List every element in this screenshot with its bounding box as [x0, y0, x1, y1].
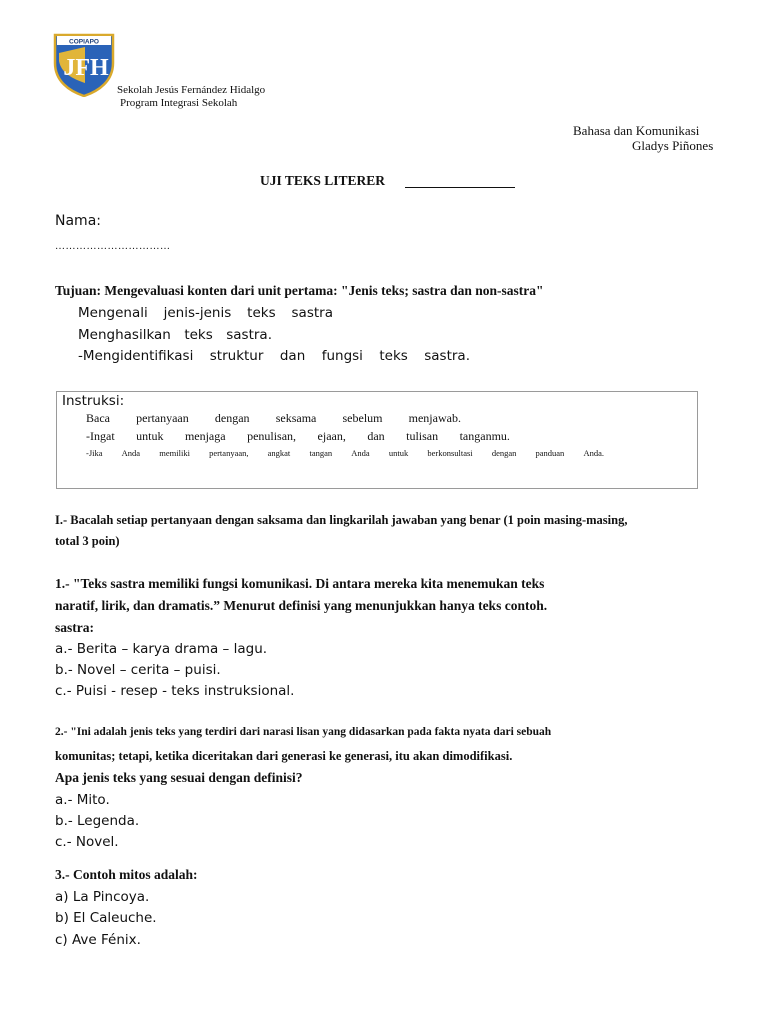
objective-item: Mengenali jenis-jenis teks sastra	[78, 305, 333, 321]
question-1-option-c[interactable]: c.- Puisi - resep - teks instruksional.	[55, 683, 295, 699]
question-3-option-c[interactable]: c) Ave Fénix.	[55, 932, 141, 948]
section-instruction: I.- Bacalah setiap pertanyaan dengan saksama dan lingkarilah jawaban yang benar (1 poin masing-masing,	[55, 513, 628, 527]
subject-name: Bahasa dan Komunikasi	[573, 123, 700, 138]
page-title: UJI TEKS LITERER	[260, 173, 386, 188]
question-3-option-a[interactable]: a) La Pincoya.	[55, 889, 150, 905]
objective-item: Menghasilkan teks sastra.	[78, 327, 272, 343]
teacher-name: Gladys Piñones	[632, 138, 714, 153]
title-underline	[405, 187, 515, 188]
name-field-dots[interactable]: ……………………………	[55, 241, 171, 252]
question-2-option-b[interactable]: b.- Legenda.	[55, 813, 140, 829]
question-3-text: 3.- Contoh mitos adalah:	[55, 867, 198, 882]
logo-text: COPIAPO	[69, 38, 99, 46]
section-instruction: total 3 poin)	[55, 534, 120, 548]
question-3-option-b[interactable]: b) El Caleuche.	[55, 910, 157, 926]
name-label: Nama:	[55, 213, 101, 229]
instruction-line: Baca pertanyaan dengan seksama sebelum menjawab.	[86, 411, 461, 425]
question-1-text: sastra:	[55, 620, 94, 635]
program-name: Program Integrasi Sekolah	[120, 97, 238, 109]
instruction-line: -Ingat untuk menjaga penulisan, ejaan, dan tulisan tanganmu.	[86, 429, 510, 443]
instructions-heading: Instruksi:	[62, 393, 125, 409]
objective-item: -Mengidentifikasi struktur dan fungsi teks sastra.	[78, 348, 470, 364]
question-2-option-c[interactable]: c.- Novel.	[55, 834, 119, 850]
question-2-text: komunitas; tetapi, ketika diceritakan dari generasi ke generasi, itu akan dimodifikasi.	[55, 749, 513, 763]
school-name: Sekolah Jesús Fernández Hidalgo	[117, 84, 266, 96]
question-2-text: Apa jenis teks yang sesuai dengan definisi?	[55, 770, 303, 785]
question-1-option-a[interactable]: a.- Berita – karya drama – lagu.	[55, 641, 268, 657]
question-1-text: naratif, lirik, dan dramatis.” Menurut definisi yang menunjukkan hanya teks contoh.	[55, 598, 548, 613]
question-1-text: 1.- "Teks sastra memiliki fungsi komunikasi. Di antara mereka kita menemukan teks	[55, 576, 545, 591]
objective-heading: Tujuan: Mengevaluasi konten dari unit pertama: "Jenis teks; sastra dan non-sastra"	[55, 283, 544, 298]
question-2-option-a[interactable]: a.- Mito.	[55, 792, 110, 808]
question-2-text: 2.- "Ini adalah jenis teks yang terdiri dari narasi lisan yang didasarkan pada fakta nyata dari sebuah	[55, 726, 552, 738]
school-crest-logo	[53, 33, 115, 97]
logo-monogram: JFH	[63, 55, 109, 81]
question-1-option-b[interactable]: b.- Novel – cerita – puisi.	[55, 662, 221, 678]
instruction-line: -Jika Anda memiliki pertanyaan, angkat tangan Anda untuk berkonsultasi dengan panduan Anda.	[86, 448, 604, 458]
